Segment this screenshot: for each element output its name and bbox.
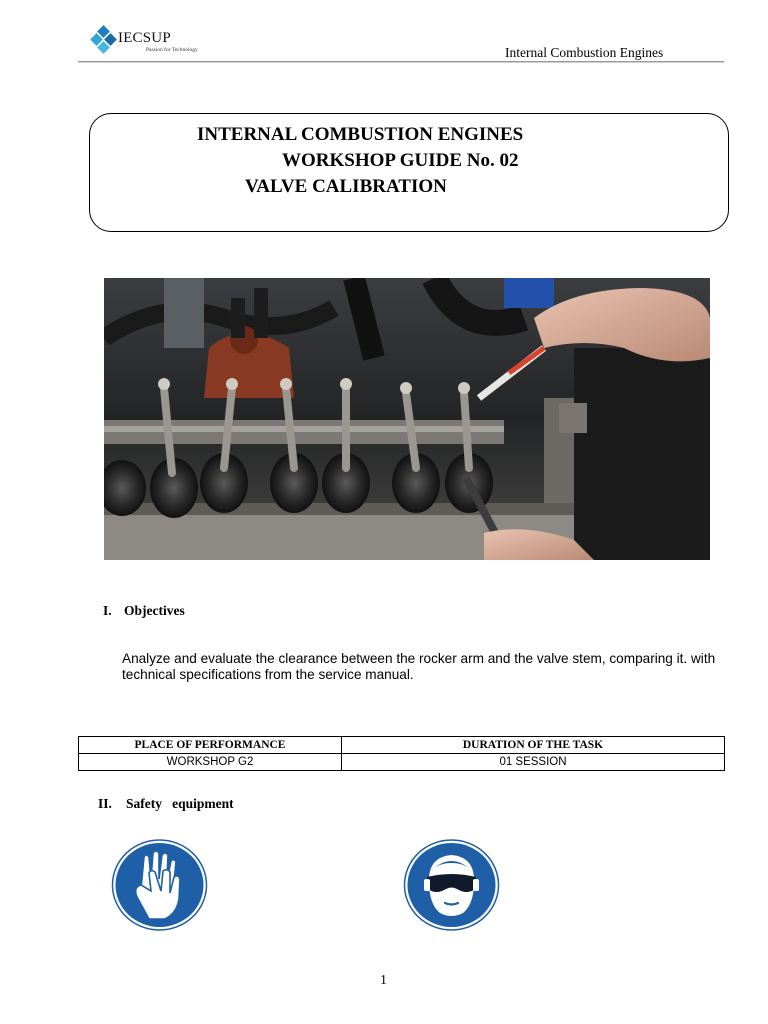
page-number: 1	[380, 973, 387, 988]
table-cell-duration: 01 SESSION	[342, 754, 725, 771]
logo-name: IECSUP	[118, 30, 171, 46]
gloves-safety-icon	[111, 839, 208, 931]
table-cell-place: WORKSHOP G2	[79, 754, 342, 771]
task-info-table	[78, 736, 725, 771]
goggles-safety-icon	[403, 839, 500, 931]
section-number: II.	[98, 796, 112, 811]
logo-tagline: Passion for Technology	[146, 47, 198, 53]
title-line-course: INTERNAL COMBUSTION ENGINES	[197, 124, 524, 145]
section-number: I.	[103, 603, 112, 618]
table-header-duration: DURATION OF THE TASK	[342, 737, 725, 754]
table-row	[79, 754, 725, 771]
objectives-paragraph: Analyze and evaluate the clearance between the rocker arm and the valve stem, comparing it. with technical specifications from the service manual.	[122, 651, 716, 682]
header-rule	[78, 61, 724, 63]
table-header-place: PLACE OF PERFORMANCE	[79, 737, 342, 754]
title-line-topic: VALVE CALIBRATION	[245, 176, 447, 197]
section-title-objectives: Objectives	[124, 603, 185, 618]
table-header-row	[79, 737, 725, 754]
title-line-guide-number: WORKSHOP GUIDE No. 02	[282, 150, 519, 171]
header-document-title: Internal Combustion Engines	[505, 45, 664, 60]
section-title-safety-equipment: Safety equipment	[126, 796, 234, 811]
engine-valve-calibration-photo	[104, 278, 710, 560]
